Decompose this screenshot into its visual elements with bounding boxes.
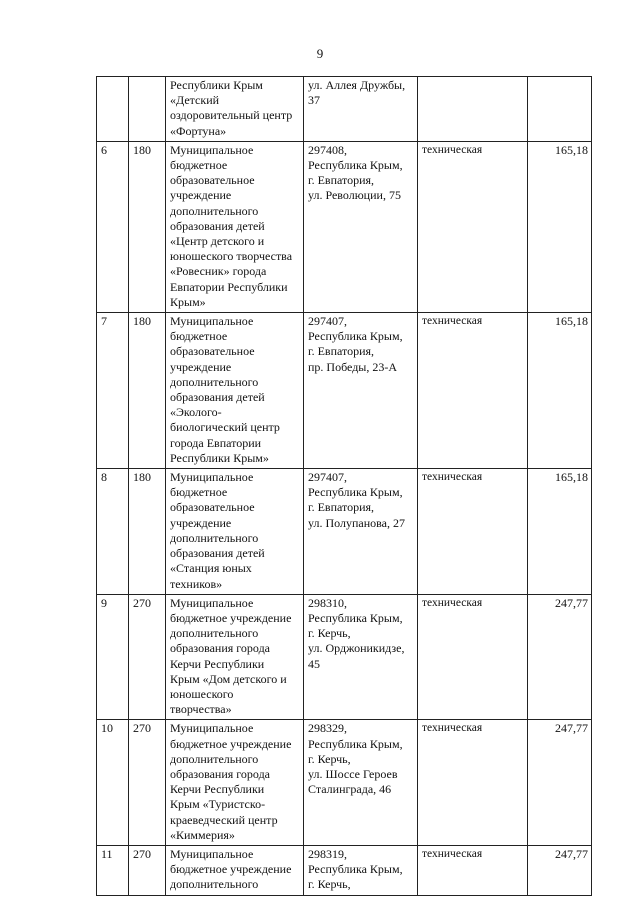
table-row xyxy=(97,469,592,595)
page-number: 9 xyxy=(316,46,324,61)
institution-name-cell: Муниципальное бюджетное учреждение дополнительного xyxy=(166,845,304,895)
hours-cell: 270 xyxy=(129,720,166,846)
institution-name-cell: Республики Крым «Детский оздоровительный центр «Фортуна» xyxy=(166,77,304,142)
orientation-cell: техническая xyxy=(418,720,528,846)
row-number-cell: 9 xyxy=(97,594,129,720)
row-number-cell xyxy=(97,77,129,142)
row-number-cell: 7 xyxy=(97,313,129,469)
hours-cell: 180 xyxy=(129,469,166,595)
table-row xyxy=(97,77,592,142)
address-cell: 297407, Республика Крым, г. Евпатория, пр. Победы, 23-А xyxy=(304,313,418,469)
institution-name-cell: Муниципальное бюджетное образовательное учреждение дополнительного образования детей «Центр детского и юношеского творчества «Ровесник» города Евпатории Республики Крым» xyxy=(166,141,304,312)
orientation-cell xyxy=(418,77,528,142)
address-cell: ул. Аллея Дружбы, 37 xyxy=(304,77,418,142)
cost-cell: 247,77 xyxy=(528,720,592,846)
cost-cell: 165,18 xyxy=(528,313,592,469)
table-row xyxy=(97,594,592,720)
orientation-cell: техническая xyxy=(418,469,528,595)
orientation-cell: техническая xyxy=(418,313,528,469)
hours-cell: 270 xyxy=(129,594,166,720)
cost-cell: 165,18 xyxy=(528,469,592,595)
address-cell: 298310, Республика Крым, г. Керчь, ул. Орджоникидзе, 45 xyxy=(304,594,418,720)
hours-cell: 270 xyxy=(129,845,166,895)
orientation-cell: техническая xyxy=(418,845,528,895)
table-row xyxy=(97,720,592,846)
cost-cell xyxy=(528,77,592,142)
hours-cell xyxy=(129,77,166,142)
table-row xyxy=(97,313,592,469)
institution-name-cell: Муниципальное бюджетное учреждение дополнительного образования города Керчи Республики Крым «Туристско- краеведческий центр «Киммерия» xyxy=(166,720,304,846)
institutions-table xyxy=(96,76,592,896)
address-cell: 297407, Республика Крым, г. Евпатория, ул. Полупанова, 27 xyxy=(304,469,418,595)
cost-cell: 165,18 xyxy=(528,141,592,312)
address-cell: 298319, Республика Крым, г. Керчь, xyxy=(304,845,418,895)
hours-cell: 180 xyxy=(129,313,166,469)
institution-name-cell: Муниципальное бюджетное образовательное учреждение дополнительного образования детей «Эколого- биологический центр города Евпатории Республики Крым» xyxy=(166,313,304,469)
row-number-cell: 6 xyxy=(97,141,129,312)
hours-cell: 180 xyxy=(129,141,166,312)
row-number-cell: 8 xyxy=(97,469,129,595)
row-number-cell: 11 xyxy=(97,845,129,895)
orientation-cell: техническая xyxy=(418,594,528,720)
orientation-cell: техническая xyxy=(418,141,528,312)
cost-cell: 247,77 xyxy=(528,594,592,720)
institution-name-cell: Муниципальное бюджетное образовательное учреждение дополнительного образования детей «Станция юных техников» xyxy=(166,469,304,595)
table-row xyxy=(97,141,592,312)
institution-name-cell: Муниципальное бюджетное учреждение дополнительного образования города Керчи Республики Крым «Дом детского и юношеского творчества» xyxy=(166,594,304,720)
cost-cell: 247,77 xyxy=(528,845,592,895)
row-number-cell: 10 xyxy=(97,720,129,846)
address-cell: 297408, Республика Крым, г. Евпатория, ул. Революции, 75 xyxy=(304,141,418,312)
table-row xyxy=(97,845,592,895)
address-cell: 298329, Республика Крым, г. Керчь, ул. Шоссе Героев Сталинграда, 46 xyxy=(304,720,418,846)
